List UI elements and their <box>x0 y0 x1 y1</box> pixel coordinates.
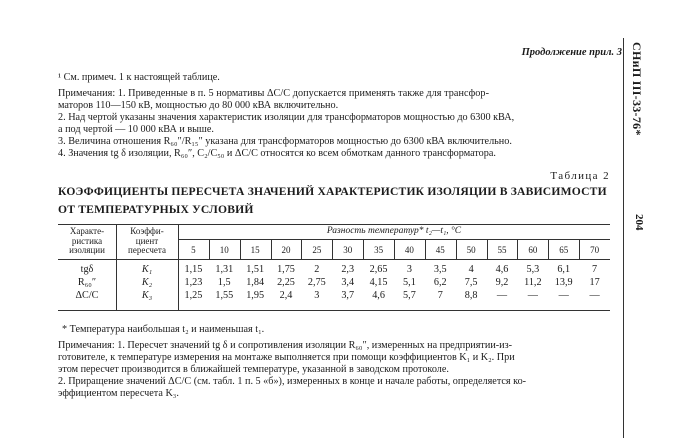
table-cell: 9,2 <box>495 277 509 288</box>
temp-header: 45 <box>435 245 445 255</box>
table-cell: 3 <box>314 290 320 301</box>
table-cell: 13,9 <box>554 277 573 288</box>
table-cell: 4,15 <box>369 277 388 288</box>
table-cell: 2,25 <box>277 277 295 288</box>
table-cell: — <box>496 290 508 301</box>
bottom-note-2-line-2: эффициентом пересчета K₃. <box>58 388 179 399</box>
temp-header: 30 <box>343 245 353 255</box>
table-cell: 7 <box>437 290 443 301</box>
margin-rule <box>623 38 624 438</box>
table-cell: 4 <box>468 264 474 275</box>
table-cell: 1,84 <box>246 277 265 288</box>
table-cell: 4,6 <box>495 264 509 275</box>
note-2-line-2: а под чертой — 10 000 кВА и выше. <box>58 124 214 135</box>
table-cell: 1,95 <box>246 290 265 301</box>
table-cell: 3,4 <box>341 277 355 288</box>
temp-header: 65 <box>559 245 569 255</box>
table-cell: 6,1 <box>557 264 571 275</box>
table-cell: 2,65 <box>369 264 388 275</box>
footnote-1: ¹ См. примеч. 1 к настоящей таблице. <box>58 72 220 83</box>
footnote-star: * Температура наибольшая t₂ и наименьшая t₁. <box>62 324 265 335</box>
table-cell: 3,5 <box>433 264 447 275</box>
header-bottom-rule <box>58 259 610 260</box>
table-cell: 17 <box>589 277 600 288</box>
temp-header: 70 <box>590 245 600 255</box>
row-parameter: tgδ <box>80 264 94 275</box>
note-1-line-1: Примечания: 1. Приведенные в п. 5 нормативы ΔC/C допускается применять также для трансфор- <box>58 88 490 99</box>
bottom-note-1-line-1: Примечания: 1. Пересчет значений tg δ и сопротивления изоляции R₆₀″, измеренных на предприятии-из- <box>58 340 513 351</box>
temp-header: 5 <box>191 245 196 255</box>
table-cell: 3 <box>406 264 412 275</box>
table-cell: 1,25 <box>184 290 203 301</box>
table-cell: 2,75 <box>307 277 326 288</box>
table-cell: 1,23 <box>184 277 203 288</box>
row-parameter: R₆₀″ <box>77 277 97 288</box>
table-cell: 7 <box>592 264 598 275</box>
table-cell: 1,75 <box>277 264 295 275</box>
table-cell: 1,15 <box>184 264 203 275</box>
table-cell: 2,4 <box>279 290 293 301</box>
temp-header: 60 <box>528 245 538 255</box>
table-label: Таблица 2 <box>550 170 610 182</box>
row-coefficient: K₂ <box>141 277 153 288</box>
bottom-note-2-line-1: 2. Приращение значений ΔC/C (см. табл. 1 п. 5 «б»), измеренных в конце и начале работы, определяется ко- <box>58 376 527 387</box>
table-cell: 1,55 <box>215 290 234 301</box>
table-title-line-2: ОТ ТЕМПЕРАТУРНЫХ УСЛОВИЙ <box>58 203 254 216</box>
table-title-line-1: КОЭФФИЦИЕНТЫ ПЕРЕСЧЕТА ЗНАЧЕНИЙ ХАРАКТЕРИСТИК ИЗОЛЯЦИИ В ЗАВИСИМОСТИ <box>58 185 607 198</box>
table-bottom-rule <box>58 310 610 311</box>
table-cell: 4,6 <box>372 290 385 301</box>
continuation-header: Продолжение прил. 3 <box>521 47 622 58</box>
table-cell: 5,7 <box>403 290 416 301</box>
temp-header: 20 <box>281 245 291 255</box>
row-coefficient: K₁ <box>141 264 153 275</box>
table-cell: 7,5 <box>464 277 478 288</box>
bottom-note-1-line-2: готовителе, к температуре измерения на монтаже выполняется при помощи коэффициентов K₁ и K₂. При <box>58 352 515 363</box>
note-2-line-1: 2. Над чертой указаны значения характеристик изоляции для трансформаторов мощностью до 6300 кВА, <box>58 112 515 123</box>
table-cell: 8,8 <box>464 290 478 301</box>
temp-header: 50 <box>466 245 476 255</box>
table-top-rule <box>58 224 610 225</box>
temp-header: 35 <box>374 245 384 255</box>
temp-header: 25 <box>312 245 322 255</box>
table-cell: — <box>589 290 600 301</box>
note-3: 3. Величина отношения R₆₀″/R₁₅″ указана для трансформаторов мощностью до 6300 кВА включительно. <box>58 136 512 147</box>
table-cell: 2,3 <box>341 264 355 275</box>
temp-header: 15 <box>250 245 260 255</box>
temp-header: 40 <box>404 245 414 255</box>
row-coefficient: K₃ <box>141 290 153 301</box>
col1-header: Характе- ристика изоляции <box>69 226 105 255</box>
doc-code: СНиП III-33-76* <box>630 42 644 136</box>
page-number: 204 <box>633 214 645 231</box>
table-cell: 1,31 <box>215 264 234 275</box>
table-cell: 3,7 <box>341 290 355 301</box>
table-cell: 5,3 <box>526 264 540 275</box>
table-cell: — <box>527 290 538 301</box>
note-4: 4. Значения tg δ изоляции, R₆₀″, C₂/C₅₀ и ΔC/C относятся ко всем обмоткам данного трансформатора. <box>58 148 496 159</box>
table-cell: 6,2 <box>433 277 447 288</box>
table-cell: — <box>558 290 569 301</box>
group-header: Разность температур* t₂—t₁, °C <box>326 226 462 236</box>
bottom-note-1-line-3: этом пересчет производится в ближайшей температуре, указанной в заводском протоколе. <box>58 364 449 375</box>
table-cell: 2 <box>314 264 320 275</box>
row-parameter: ΔC/C <box>75 290 99 301</box>
coefficient-table <box>58 224 610 310</box>
table-cell: 11,2 <box>524 277 542 288</box>
table-cell: 1,5 <box>217 277 231 288</box>
temp-header: 55 <box>497 245 507 255</box>
table-cell: 1,51 <box>246 264 265 275</box>
table-cell: 5,1 <box>403 277 416 288</box>
col2-header: Коэффи- циент пересчета <box>128 226 166 255</box>
temp-header: 10 <box>219 245 229 255</box>
note-1-line-2: маторов 110—150 кВ, мощностью до 80 000 кВА включительно. <box>58 100 339 111</box>
